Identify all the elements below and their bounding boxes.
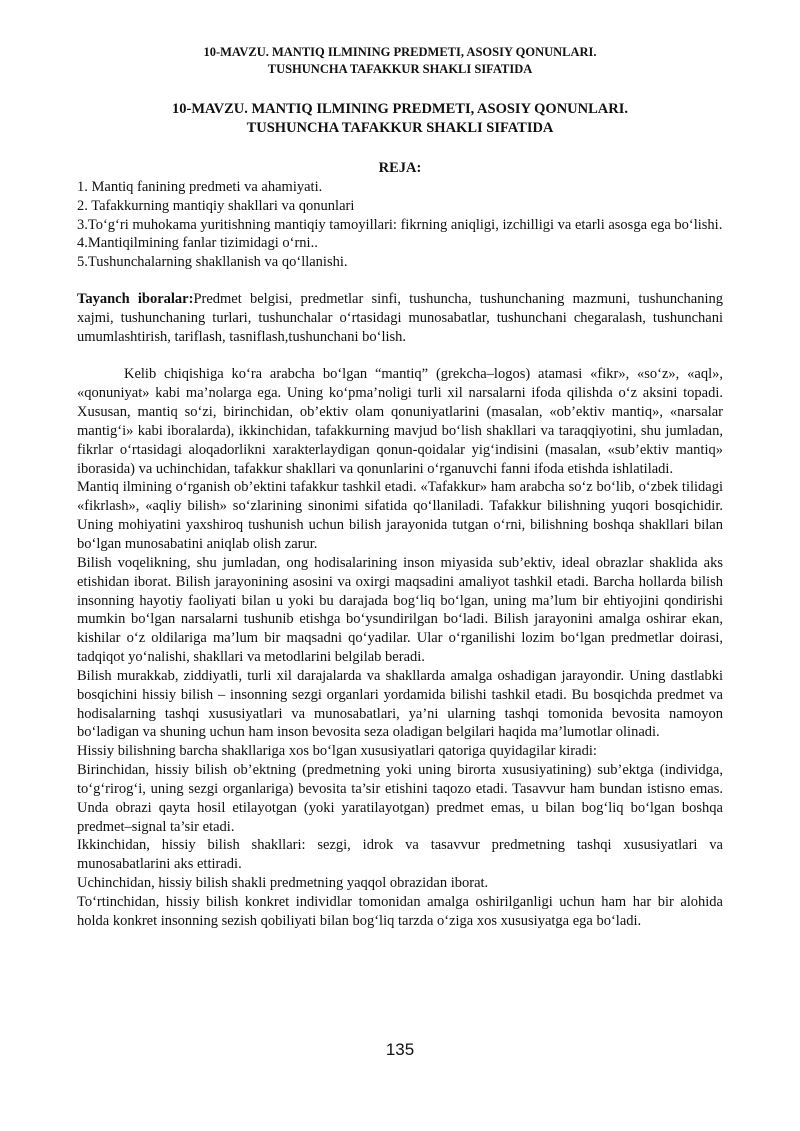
running-header (77, 44, 723, 78)
plan-item-3: 3.To‘g‘ri muhokama yuritishning mantiqiy tamoyillari: fikrning aniqligi, izchilligi va etarli asosga ega bo‘lishi. (77, 216, 723, 233)
plan-item-5: 5.Tushunchalarning shakllanish va qo‘llanishi. (77, 254, 348, 271)
body-paragraph-7: Ikkinchidan, hissiy bilish shakllari: sezgi, idrok va tasavvur predmetning tashqi xususiyatlari va munosabatlarini aks ettiradi. (77, 837, 723, 873)
keywords-text: Predmet belgisi, predmetlar sinfi, tushuncha, tushunchaning mazmuni, tushunchaning xajmi, tushunchaning turlari, tushunchalar o‘rtasidagi munosabatlar, tushunchani chegaralash, tushunchani umumlashtirish, tariflash, tasniflash,tushunchani bo‘lish. (77, 290, 723, 345)
plan-list (77, 178, 723, 272)
running-header-line-1: 10-MAVZU. MANTIQ ILMINING PREDMETI, ASOSIY QONUNLARI. (203, 45, 597, 59)
body-paragraph-1: Kelib chiqishiga ko‘ra arabcha bo‘lgan “mantiq” (grekcha–logos) atamasi «fikr», «so‘z», «aql», «qonuniyat» kabi ma’nolarga ega. Uning ko‘pma’noligi turli xil narsalarni ifoda qilishda o‘z aksini topadi. Xususan, mantiq so‘zi, birinchidan, ob’ektiv olam qonuniyatlarini (masalan, «ob’ektiv mantiq», «narsalar mantig‘i» kabi iboralarda), ikkinchidan, tafakkurning mavjud bo‘lish shakllari va taraqqiyotini, shu jumladan, fikrlar o‘rtasidagi aloqadorlikni xarakterlaydigan qonun-qoidalar yig‘indisini (masalan, «sub’ektiv mantiq» iborasida) va uchinchidan, tafakkur shakllari va qonunlarini o‘rganuvchi fanni ifoda etishda ishlatiladi. (77, 366, 723, 477)
keywords-label: Tayanch iboralar: (77, 290, 194, 307)
plan-item-1: 1. Mantiq fanining predmeti va ahamiyati. (77, 179, 323, 195)
topic-title (77, 100, 723, 138)
plan-heading: REJA: (378, 160, 422, 176)
plan-item-4: 4.Mantiqilmining fanlar tizimidagi o‘rni.. (77, 235, 318, 252)
page-number: 135 (385, 1040, 415, 1059)
body-paragraph-3: Bilish voqelikning, shu jumladan, ong hodisalarining inson miyasida sub’ektiv, ideal obrazlar shaklida aks etishidan iborat. Bilish jarayonining asosini va oxirgi maqsadini amaliyot tashkil etadi. Barcha hollarda bilish insonning hayotiy faoliyati bilan u yoki bu darajada bog‘liq bo‘lgan, uning ma’lum bir ehtiyojini qondirishi mumkin bo‘lgan narsalarni tushunib etishga bo‘ysundirilgan bo‘ladi. Bilish jarayonini amalga oshirar ekan, kishilar o‘z oldilariga ma’lum bir maqsadni qo‘yadilar. Ular o‘rganilishi lozim bo‘lgan predmetlar doirasi, tadqiqot yo‘nalishi, shakllari va metodlarini belgilab beradi. (77, 554, 723, 666)
keywords-paragraph (77, 290, 723, 346)
plan-item-2: 2. Tafakkurning mantiqiy shakllari va qonunlari (77, 197, 355, 214)
body-paragraph-8: Uchinchidan, hissiy bilish shakli predmetning yaqqol obrazidan iborat. (77, 875, 489, 892)
body-paragraph-9: To‘rtinchidan, hissiy bilish konkret individlar tomonidan amalga oshirilganligi uchun ham har bir alohida holda konkret insonning sezish qobiliyati bilan bog‘liq tarzda o‘ziga xos xususiyatga ega bo‘ladi. (77, 894, 723, 929)
body-paragraph-5: Hissiy bilishning barcha shakllariga xos bo‘lgan xususiyatlari qatoriga quyidagilar kiradi: (77, 743, 597, 760)
topic-title-line-2: TUSHUNCHA TAFAKKUR SHAKLI SIFATIDA (246, 120, 554, 136)
body-paragraph-6: Birinchidan, hissiy bilish ob’ektning (predmetning yoki uning birorta xususiyatining) sub’ektga (individga, to‘g‘rirog‘i, uning sezgi organlariga) bevosita ta’sir etishini taqozo etadi. Tasavvur ham bundan istisno emas. Unda obrazi qayta hosil etilayotgan (yoki yaratilayotgan) predmet emas, u bilan bog‘liq bo‘lgan boshqa predmet–signal ta’sir etadi. (77, 762, 723, 835)
body-text (77, 365, 723, 930)
body-paragraph-2: Mantiq ilmining o‘rganish ob’ektini tafakkur tashkil etadi. «Tafakkur» ham arabcha so‘z bo‘lib, o‘zbek tilidagi «fikrlash», «aqliy bilish» so‘zlarining sinonimi sifatida qo‘llaniladi. Tafakkur bilishning yuqori bosqichidir. Uning mohiyatini yaxshiroq tushunish uchun bilish jarayonida tutgan o‘rni, bilishning boshqa shakllari bilan bo‘lgan munosabatini aniqlab olish zarur. (77, 479, 723, 552)
body-paragraph-4: Bilish murakkab, ziddiyatli, turli xil darajalarda va shakllarda amalga oshadigan jarayondir. Uning dastlabki bosqichini hissiy bilish – insonning sezgi organlari yordamida bilishi tashkil etadi. Bu bosqichda predmet va hodisalarning tashqi xususiyatlari va munosabatlari, ya’ni ularning tashqi tomonida bevosita namoyon bo‘ladigan va shuning uchun ham inson bevosita seza oladigan belgilari haqida ma’lumotlar olinadi. (77, 667, 723, 741)
document-page (77, 44, 723, 931)
topic-title-line-1: 10-MAVZU. MANTIQ ILMINING PREDMETI, ASOSIY QONUNLARI. (172, 101, 628, 117)
running-header-line-2: TUSHUNCHA TAFAKKUR SHAKLI SIFATIDA (267, 62, 533, 76)
